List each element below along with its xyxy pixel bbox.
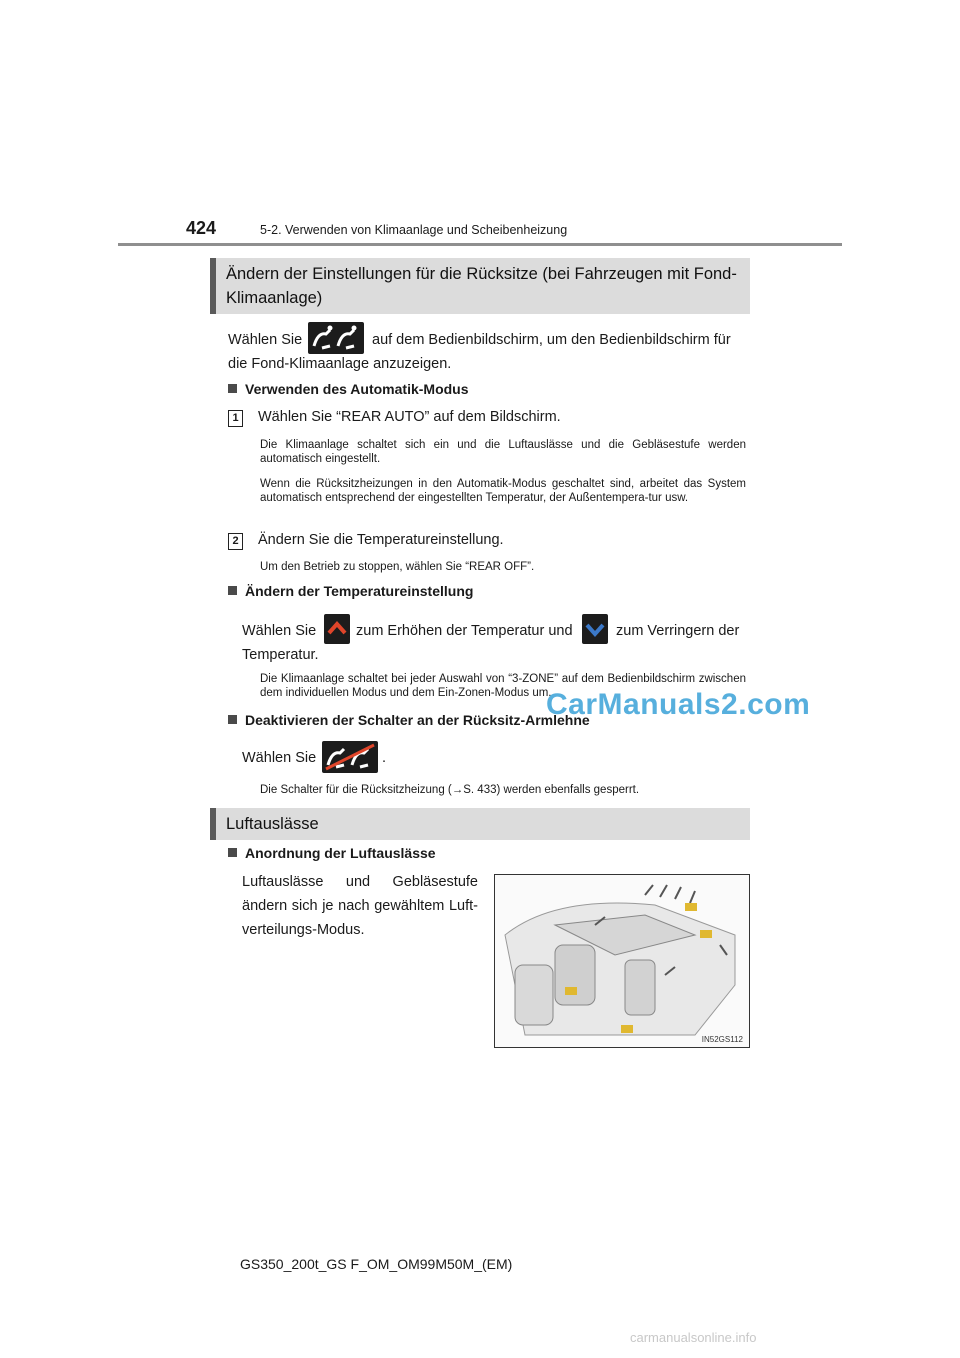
figure-code: IN52GS112 [701,1035,743,1044]
temperature-note: Die Klimaanlage schaltet bei jeder Auswahl von “3-ZONE” auf dem Bedienbildschirm zwischen dem individuellen Modus und dem Ein-Zonen-Modus um. [260,673,746,699]
armrest-text-b: . [382,750,387,766]
air-outlets-figure [494,874,750,1048]
section-heading-air-outlets: Luftauslässe [210,808,750,840]
armrest-note: Die Schalter für die Rücksitzheizung (→S. 433) werden ebenfalls gesperrt. [260,784,640,796]
chapter-title: 5-2. Verwenden von Klimaanlage und Scheibenheizung [260,223,568,237]
step-1-marker: 1 [228,408,243,427]
step-1-note-1: Die Klimaanlage schaltet sich ein und die Luftauslässe und die Gebläsestufe werden automatisch eingestellt. [260,439,746,465]
step-1-note-2: Wenn die Rücksitzheizungen in den Automatik-Modus geschaltet sind, arbeitet das System automatisch entsprechend der eingestellten Temperatur, der Außentempera-tur usw. [260,478,746,504]
temperature-up-icon [324,614,350,644]
rear-climate-icon [308,322,364,354]
temperature-text-c: zum Verringern der [616,623,740,639]
temperature-text-d: Temperatur. [242,647,319,663]
armrest-text-a: Wählen Sie [242,750,317,766]
armrest-lock-icon [322,741,378,773]
watermark-logo: CarManuals2.com [546,688,811,721]
step-1-text: Wählen Sie “REAR AUTO” auf dem Bildschirm. [258,409,561,425]
page-number: 424 [186,218,217,238]
section-heading-rear-seats: Ändern der Einstellungen für die Rücksitze (bei Fahrzeugen mit Fond-Klimaanlage) [210,258,750,314]
air-outlets-heading: Anordnung der Luftauslässe [228,845,436,861]
temperature-text-a: Wählen Sie [242,623,317,639]
temperature-heading: Ändern der Temperatureinstellung [228,583,473,599]
header-rule [118,243,842,246]
auto-mode-heading: Verwenden des Automatik-Modus [228,381,469,397]
air-outlets-text: Luftauslässe und Gebläsestufe ändern sich je nach gewähltem Luft-verteilungs-Modus. [242,874,478,938]
bottom-watermark: carmanualsonline.info [630,1330,757,1345]
temperature-down-icon [582,614,608,644]
intro-text-a: Wählen Sie [228,332,303,348]
temperature-text-b: zum Erhöhen der Temperatur und [356,623,573,639]
step-2-text: Ändern Sie die Temperatureinstellung. [258,532,504,548]
step-2-marker: 2 [228,531,243,550]
armrest-heading: Deaktivieren der Schalter an der Rücksitz-Armlehne [228,712,590,728]
document-code: GS350_200t_GS F_OM_OM99M50M_(EM) [240,1256,513,1272]
intro-text-b: auf dem Bedienbildschirm, um den Bedienbildschirm für [372,332,731,348]
step-2-note: Um den Betrieb zu stoppen, wählen Sie “REAR OFF”. [260,561,535,573]
intro-text-c: die Fond-Klimaanlage anzuzeigen. [228,356,452,372]
